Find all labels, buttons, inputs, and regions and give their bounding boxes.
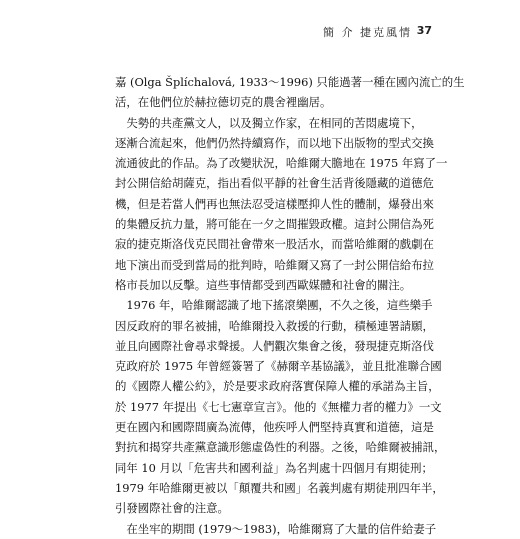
body-text — [115, 72, 465, 539]
text-line: 逐漸合流起來，他們仍然持續寫作，而以地下出版物的型式交換 — [115, 135, 434, 150]
text-line: 1979 年哈維爾更被以「顛覆共和國」名義判處有期徒刑四年半， — [115, 480, 444, 495]
text-line: 格市長加以反擊。這些事情都受到西歐媒體和社會的關注。 — [115, 277, 412, 292]
text-line: 在坐牢的期間 (1979～1983)，哈維爾寫了大量的信件給妻子 — [115, 521, 437, 536]
running-header: 簡 介 捷克風情 — [323, 26, 412, 39]
text-line: 1976 年，哈維爾認識了地下搖滾樂團，不久之後，這些樂手 — [115, 298, 433, 313]
text-line: 對抗和揭穿共產黨意識形態虛偽性的利器。之後，哈維爾被捕訊， — [115, 440, 446, 455]
text-line: 同年 10 月以「危害共和國利益」為名判處十四個月有期徒刑； — [115, 460, 433, 475]
text-line: 失勢的共產黨文人，以及獨立作家，在相同的苦悶處境下， — [115, 115, 423, 130]
text-line: 因反政府的罪名被捕，哈維爾投入救援的行動，積極連署請願， — [115, 318, 434, 333]
text-line: 克政府於 1975 年曾經簽署了《赫爾辛基協議》，並且批准聯合國 — [115, 359, 442, 374]
text-line: 地下演出而受到當局的批判時，哈維爾又寫了一封公開信給布拉 — [115, 257, 434, 272]
text-line: 流通彼此的作品。為了改變狀況，哈維爾大膽地在 1975 年寫了一 — [115, 156, 448, 171]
text-line: 寂的捷克斯洛伐克民間社會帶來一股活水，而當哈維爾的戲劇在 — [115, 237, 434, 252]
text-line: 於 1977 年提出《七七憲章宣言》。他的《無權力者的權力》一文 — [115, 399, 442, 414]
text-line: 機，但是若當人們再也無法忍受這樣壓抑人性的體制，爆發出來 — [115, 196, 434, 211]
text-line: 封公開信給胡薩克，指出看似平靜的社會生活背後隱藏的道德危 — [115, 176, 434, 191]
text-line: 活，在他們位於赫拉德切克的農舍裡幽居。 — [115, 95, 332, 110]
page-number: 37 — [416, 24, 432, 37]
text-line: 嘉 (Olga Šplíchalová, 1933～1996) 只能過著一種在國內流亡的生 — [115, 75, 465, 89]
text-line: 的集體反抗力量，將可能在一夕之間摧毀政權。這封公開信為死 — [115, 217, 434, 232]
text-line: 並且向國際社會尋求聲援。人們觀次集會之後，發現捷克斯洛伐 — [115, 338, 434, 353]
text-line: 引發國際社會的注意。 — [115, 501, 229, 516]
text-line: 的《國際人權公約》，於是要求政府落實保障人權的承諾為主旨， — [115, 379, 440, 394]
text-line: 更在國內和國際間廣為流傳，他疾呼人們堅持真實和道德，這是 — [115, 420, 434, 435]
